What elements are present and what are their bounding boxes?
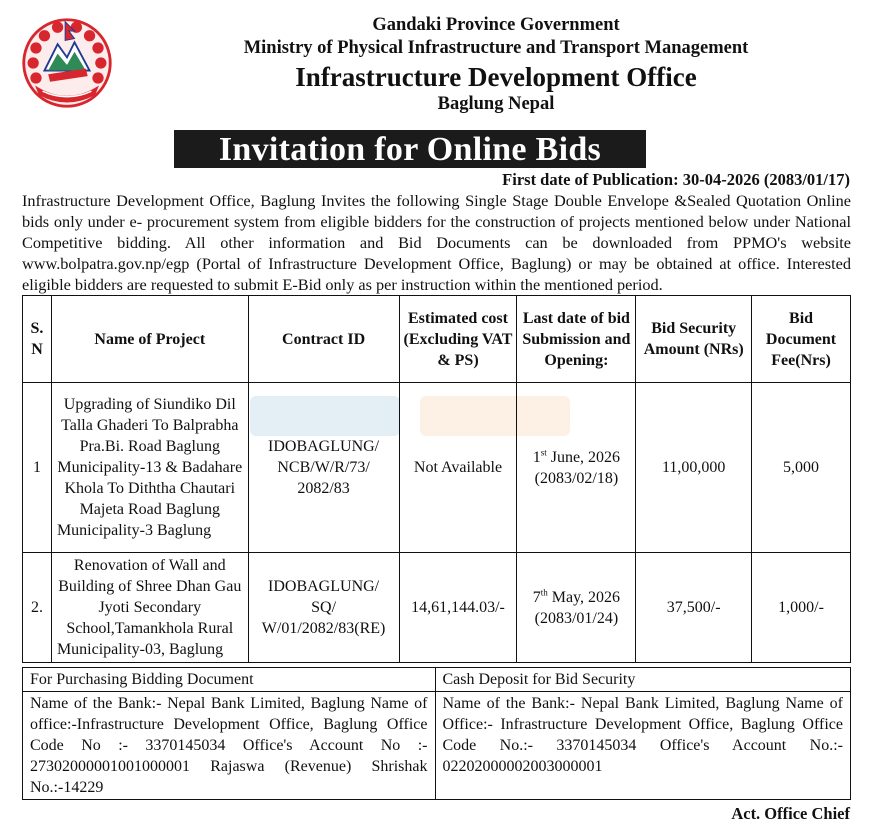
date-day: 1	[532, 448, 541, 466]
letterhead	[120, 14, 872, 114]
date-suffix: st	[540, 447, 547, 458]
row-security: 37,500/-	[636, 553, 752, 663]
col-header-cost: Estimated cost (Excluding VAT & PS)	[399, 296, 517, 383]
intro-paragraph: Infrastructure Development Office, Baglung Invites the following Single Stage Double Envelope &Sealed Quotation Online bids only under e- procurement system from eligible bidders for the construction of projects mentioned below under National Competitive bidding. All other information and Bid Documents can be downloaded from PPMO's website www.bolpatra.gov.np/egp (Portal of Infrastructure Development Office, Baglung) or may be obtained at office. Interested eligible bidders are requested to submit E-Bid only as per instruction within the mentioned period.	[22, 191, 851, 294]
col-header-lastdate: Last date of bid Submission and Opening:	[517, 296, 636, 383]
row-sn: 2.	[23, 553, 52, 663]
date-day: 7	[532, 588, 541, 606]
notice-title: Invitation for Online Bids	[174, 130, 646, 168]
date-suffix: th	[540, 587, 548, 598]
ministry-name: Ministry of Physical Infrastructure and Transport Management	[243, 38, 749, 58]
bank-details-table	[22, 667, 851, 800]
col-header-fee: Bid Document Fee(Nrs)	[752, 296, 851, 383]
office-location: Baglung Nepal	[437, 94, 555, 114]
row-sn: 1	[23, 383, 52, 553]
row-fee: 5,000	[752, 383, 851, 553]
date-month-year: May, 2026	[547, 588, 621, 606]
row-fee: 1,000/-	[752, 553, 851, 663]
table-row	[23, 383, 851, 553]
row-project: Renovation of Wall and Building of Shree Dhan Gau Jyoti Secondary School,Tamankhola Rural Municipality-03, Baglung	[51, 553, 248, 663]
row-cost: Not Available	[399, 383, 517, 553]
bid-security-details: Name of the Bank:- Nepal Bank Limited, Baglung Name of Office:- Infrastructure Development Office, Baglung Office Code No.:- 3370145034 Office's Account No.:- 02202000002003000001	[435, 692, 851, 800]
row-cost: 14,61,144.03/-	[399, 553, 517, 663]
nepal-emblem-icon	[20, 16, 114, 110]
row-lastdate	[517, 383, 636, 553]
bid-security-title: Cash Deposit for Bid Security	[435, 668, 851, 692]
publication-date: First date of Publication: 30-04-2026 (2083/01/17)	[502, 170, 850, 189]
purchase-doc-details: Name of the Bank:- Nepal Bank Limited, Baglung Name of office:-Infrastructure Development Office, Baglung Office Code No :- 3370145034 Office's Account No :- 27302000001001000001 Rajaswa (Revenue) Shrishak No.:-14229	[23, 692, 436, 800]
table-row	[23, 553, 851, 663]
col-header-contract: Contract ID	[248, 296, 399, 383]
date-month-year: June, 2026	[546, 448, 621, 466]
row-project: Upgrading of Siundiko Dil Talla Ghaderi To Balprabha Pra.Bi. Road Baglung Municipality-13 & Badahare Khola To Diththa Chautari Majeta Road Baglung Municipality-3 Baglung	[51, 383, 248, 553]
row-contract: IDOBAGLUNG/ NCB/W/R/73/ 2082/83	[248, 383, 399, 553]
row-contract: IDOBAGLUNG/ SQ/ W/01/2082/83(RE)	[248, 553, 399, 663]
bids-table	[22, 295, 851, 663]
col-header-sn: S. N	[23, 296, 52, 383]
row-lastdate	[517, 553, 636, 663]
signatory: Act. Office Chief	[731, 804, 850, 823]
col-header-security: Bid Security Amount (NRs)	[636, 296, 752, 383]
purchase-doc-title: For Purchasing Bidding Document	[23, 668, 436, 692]
col-header-project: Name of Project	[51, 296, 248, 383]
office-name: Infrastructure Development Office	[295, 62, 697, 92]
row-security: 11,00,000	[636, 383, 752, 553]
date-nepali: (2083/01/24)	[534, 609, 619, 627]
table-header-row	[23, 296, 851, 383]
government-name: Gandaki Province Government	[372, 15, 620, 35]
date-nepali: (2083/02/18)	[534, 469, 619, 487]
